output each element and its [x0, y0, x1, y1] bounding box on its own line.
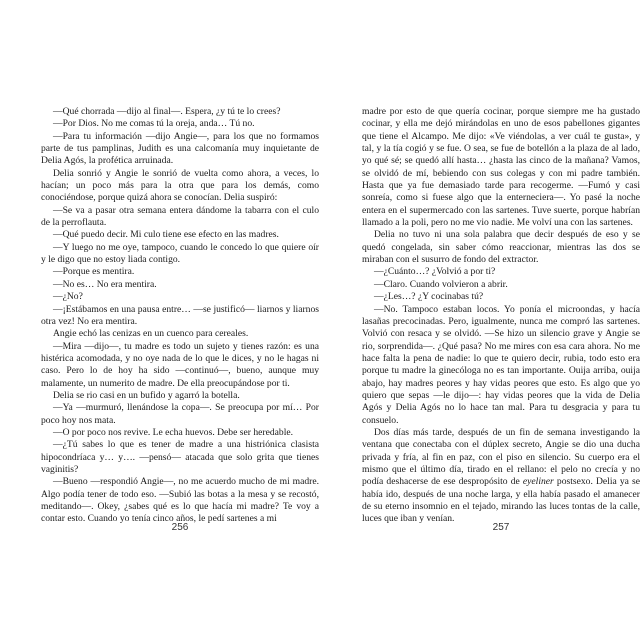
paragraph: —Claro. Cuando volvieron a abrir.	[374, 278, 508, 290]
paragraph: —O por poco nos revive. Le echa huevos. Debe ser heredable.	[53, 426, 294, 438]
paragraph: —Qué chorrada —dijo al final—. Espera, ¿y tú te lo crees?	[53, 106, 281, 117]
paragraph: Delia no tuvo ni una sola palabra que decir después de eso y se quedó congelada, sin saber cómo reaccionar, mientras las dos se miraban con el susurro de fondo del extractor.	[362, 229, 640, 266]
paragraph: —¡Estábamos en una pausa entre… —se justificó— liarnos y liarnos otra vez! No era mentira.	[41, 303, 319, 327]
paragraph: —¿Cuánto…? ¿Volvió a por ti?	[374, 266, 496, 278]
italic-word: eyeliner	[522, 476, 554, 488]
paragraph: —Mira —dijo—, tu madre es todo un sujeto y tienes razón: es una histérica acomodada, y no oye nada de lo que le dices, y no le hagas ni caso. Pero lo de hoy ha sido —continuó—, bueno, aunque muy malamente, un numerito de madre. De ella preocupándose por ti.	[41, 340, 319, 389]
paragraph: —¿Tú sabes lo que es tener de madre a una histriónica clasista hipocondríaca y… y…. —pensó— atacada que solo grita que tienes vaginitis?	[41, 439, 319, 475]
paragraph: —Y luego no me oye, tampoco, cuando le concedo lo que quiere oír y le digo que no estoy liada contigo.	[41, 241, 319, 266]
left-page-text	[41, 106, 319, 526]
paragraph: —No. Tampoco estaban locos. Yo ponía el microondas, y hacía lasañas precocinadas. Pero, igualmente, nunca me compró las sartenes. Volvió con resaca y se olvidó. —Se hizo un silencio grave y Angie se rio, sorprendida—. ¿Qué pasa? No me mires con esa cara ahora. No me hace falta la pena de nadie: lo que te quiero decir, rubia, todo esto era porque tu madre la ginecóloga no es tan importante. Ouija arriba, ouija abajo, hay madres peores y hay vidas peores que esto. Es algo que yo quiero que sepas —le dijo—: hay vidas peores que la vida de Delia Agós y Delia Agós no lo hace tan mal. Para tu desgracia y para tu consuelo.	[362, 303, 640, 426]
paragraph: —Qué puedo decir. Mi culo tiene ese efecto en las madres.	[53, 229, 279, 241]
right-page-text	[362, 106, 640, 526]
paragraph: —Para tu información —dijo Angie—, para los que no formamos parte de tus pamplinas, Judith es una calcomanía muy inquietante de Delia Agós, la profética arruinada.	[41, 130, 319, 167]
paragraph: Angie echó las cenizas en un cuenco para cereales.	[53, 328, 249, 340]
paragraph: —Se va a pasar otra semana entera dándome la tabarra con el culo de la perroflauta.	[41, 204, 319, 229]
paragraph: —No es… No era mentira.	[53, 278, 157, 290]
paragraph: —Por Dios. No me comas tú la oreja, anda… Tú no.	[53, 118, 255, 130]
paragraph-continued: madre por esto de que quería cocinar, porque siempre me ha gustado cocinar, y ella me dejó mirándolas en uno de esos pabellones gigantes que tiene el Alcampo. Me dijo: «Ve viéndolas, a ver cuál te gusta», y tal, y la tía cogió y se fue. O sea, se fue de botellón a la plaza de al lado, yo qué sé; se quedó allí hasta… ¿hasta las cinco de la mañana? Vamos, se olvidó de mí, bebiendo con sus colegas y con mi padre también. Hasta que ya fue demasiado tarde para recogerme. —Fumó y casi sonreía, como si fuese algo que la enterneciera—. Yo pasé la noche entera en el supermercado con las sartenes. Tuve suerte, porque habrían llamado a la poli, pero no me vio nadie. Me volví una con las sartenes.	[362, 106, 640, 229]
paragraph: —Bueno —respondió Angie—, no me acuerdo mucho de mi madre. Algo podía tener de todo eso. —Subió las botas a la mesa y se recostó, meditando—. Okey, ¿sabes qué es lo que hacía mi madre? Te voy a contar esto. Cuando yo tenía cinco años, le pedí sartenes a mi	[41, 476, 319, 525]
paragraph: —¿Les…? ¿Y cocinabas tú?	[374, 291, 484, 303]
paragraph: Delia sonrió y Angie le sonrió de vuelta como ahora, a veces, lo hacían; un poco más para la otra que para los demás, como conociéndose, porque quizá ahora se conocían. Delia suspiró:	[41, 167, 319, 204]
paragraph-text: postsexo. Delia ya se había ido, después de una noche larga, y ella había pasado el amanecer de su eterno insomnio en el tejado, mirando las luces tontas de la calle, luces que iban y venían.	[362, 476, 640, 525]
paragraph-final	[362, 427, 640, 526]
paragraph: —Ya —murmuró, llenándose la copa—. Se preocupa por mí… Por poco hoy nos mata.	[41, 402, 319, 426]
paragraph: Delia se rio casi en un bufido y agarró la botella.	[53, 389, 240, 401]
page-number-right: 257	[492, 522, 510, 533]
page-number-left: 256	[171, 522, 189, 533]
paragraph: —¿No?	[53, 291, 83, 303]
paragraph-text: Dos días más tarde, después de un fin de semana investigando la ventana que conectaba con el dúplex secreto, Angie se dio una ducha privada y fría, al fin en paz, con el piso en silencio. Su cuerpo era el mismo que el último día, tirado en el rellano: el pelo no crecía y no podía deshacerse de ese despropósito de	[362, 426, 640, 488]
paragraph: —Porque es mentira.	[53, 266, 135, 278]
